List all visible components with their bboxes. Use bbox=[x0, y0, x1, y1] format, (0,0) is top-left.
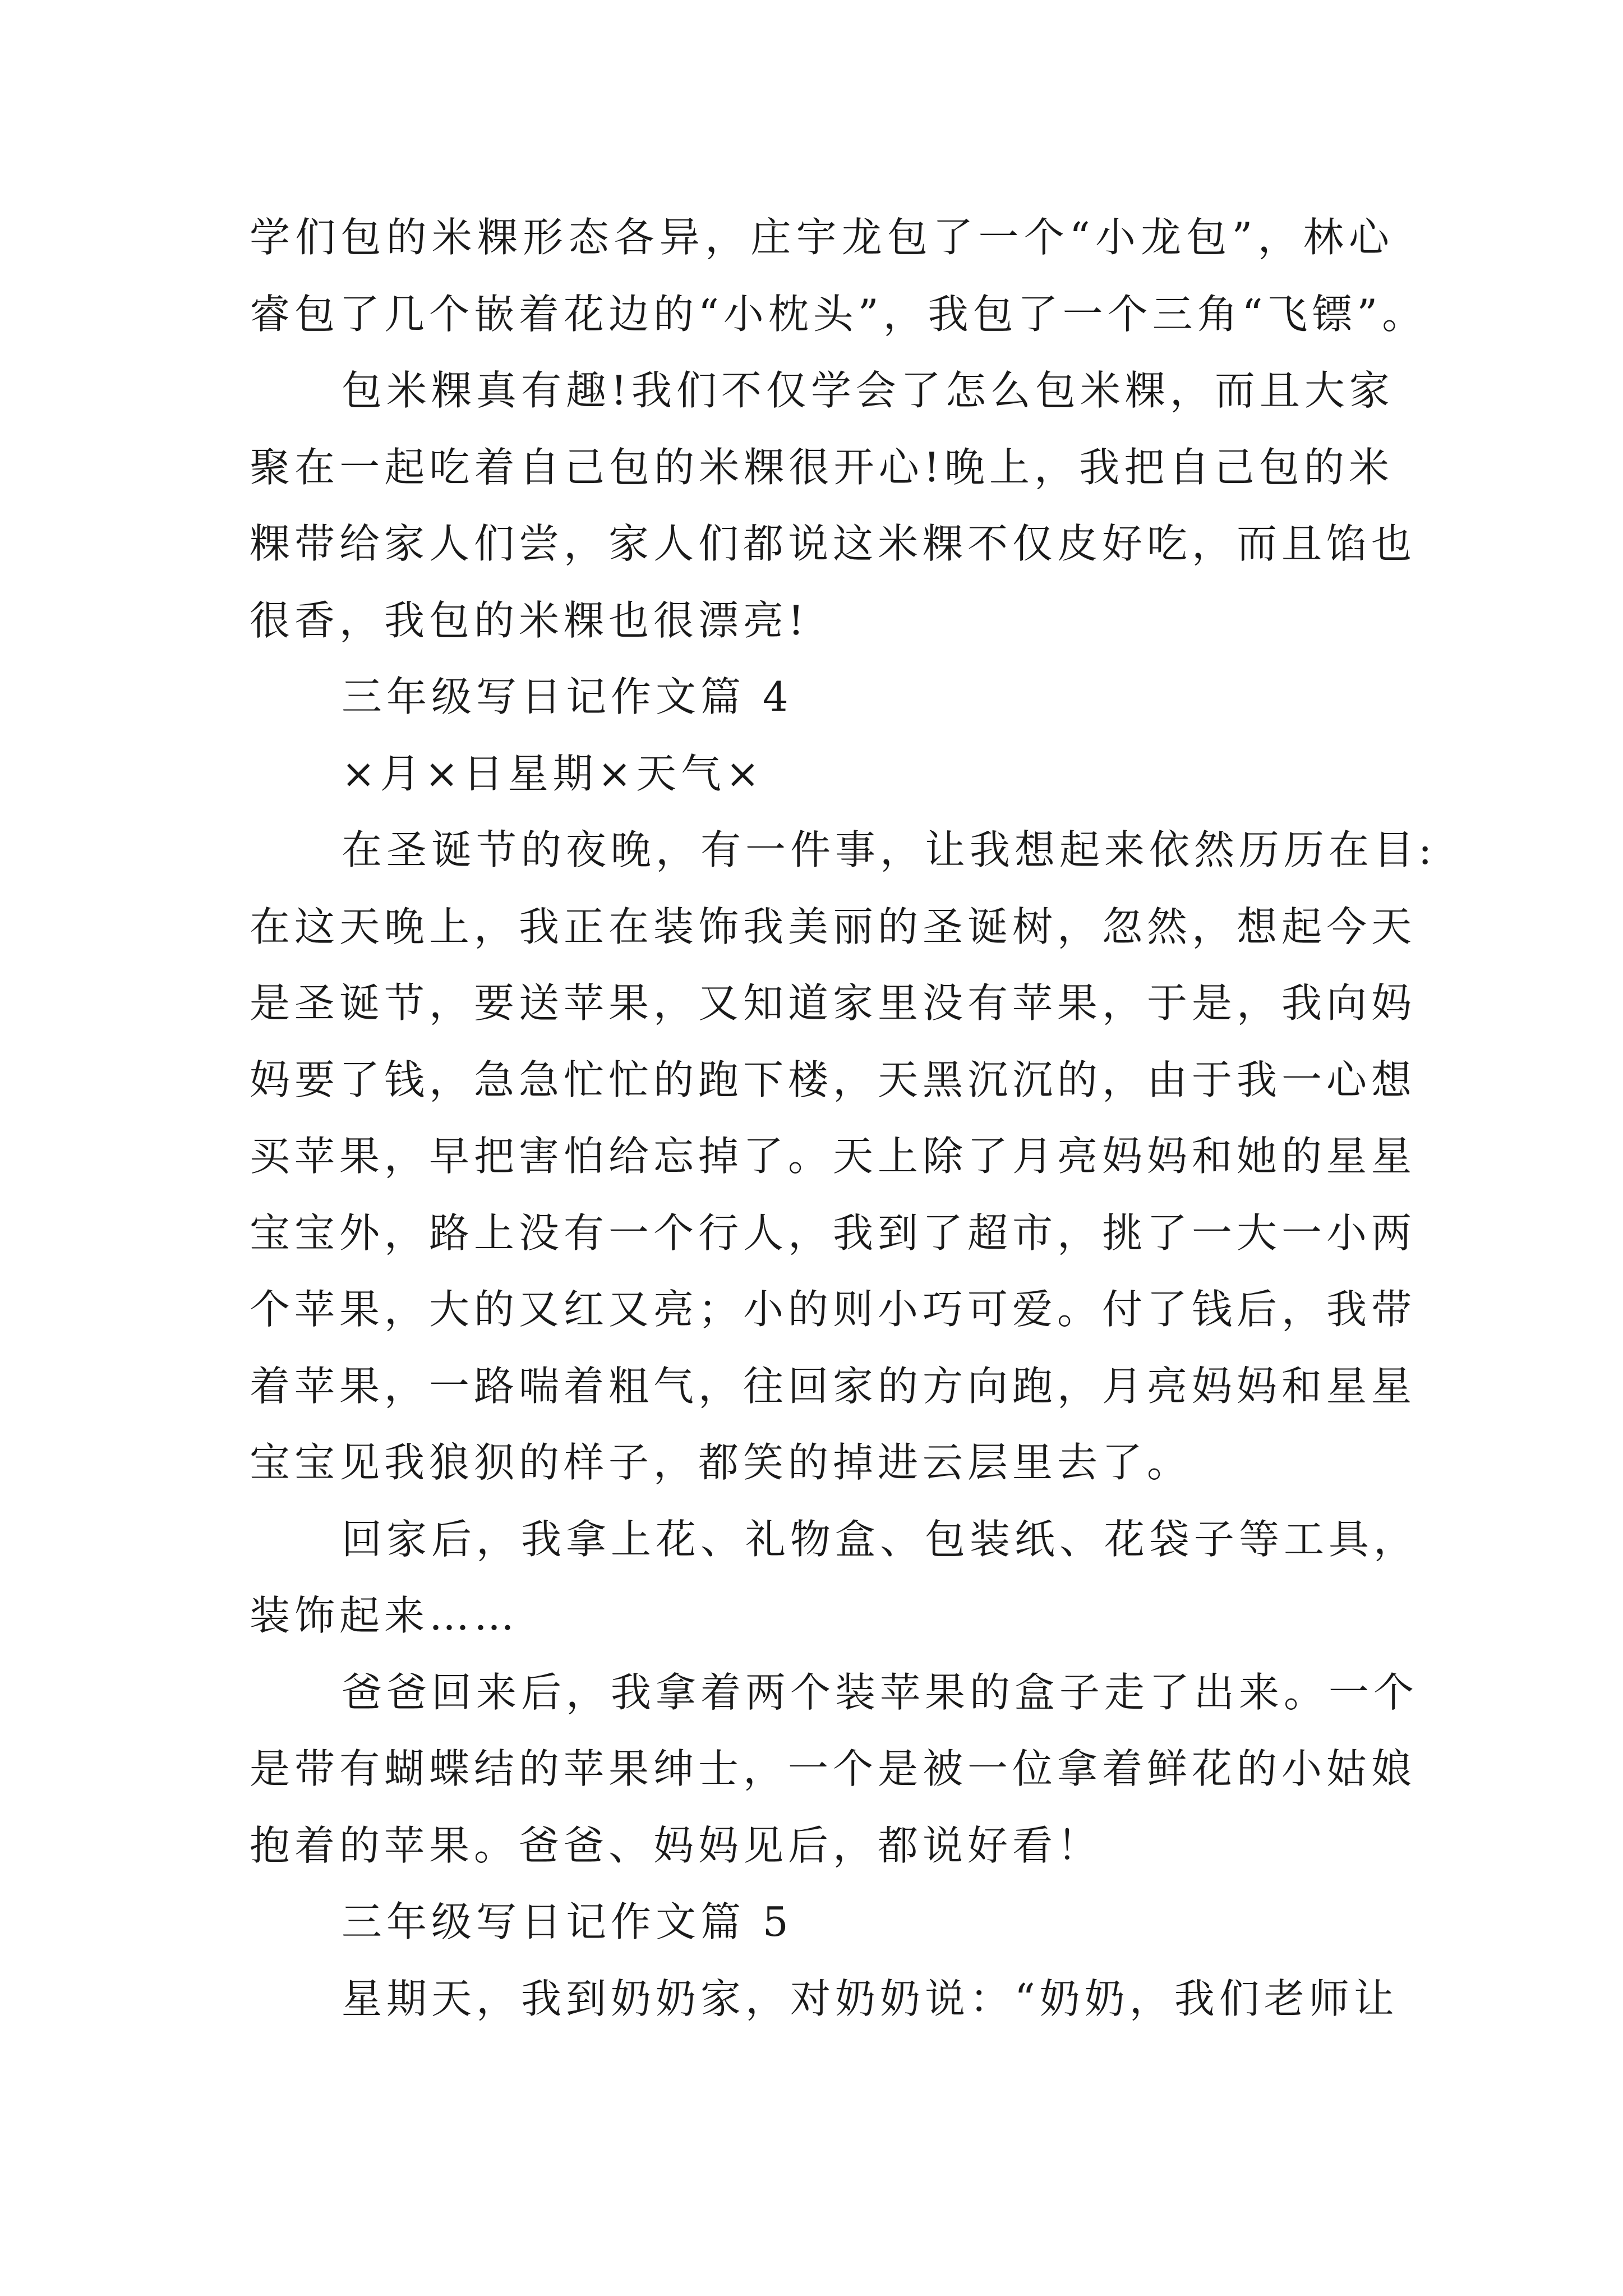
text-line: 买苹果，早把害怕给忘掉了。天上除了月亮妈妈和她的星星 bbox=[250, 1133, 1417, 1180]
text-line: 个苹果，大的又红又亮；小的则小巧可爱。付了钱后，我带 bbox=[250, 1286, 1417, 1333]
text-line: 是带有蝴蝶结的苹果绅士，一个是被一位拿着鲜花的小姑娘 bbox=[250, 1745, 1417, 1792]
text-line: 回家后，我拿上花、礼物盒、包装纸、花袋子等工具， bbox=[342, 1515, 1419, 1563]
text-line: 宝宝见我狼狈的样子，都笑的掉进云层里去了。 bbox=[250, 1439, 1192, 1486]
text-line: 学们包的米粿形态各异，庄宇龙包了一个“小龙包”，林心 bbox=[250, 214, 1394, 261]
text-line: 在这天晚上，我正在装饰我美丽的圣诞树，忽然，想起今天 bbox=[250, 903, 1417, 950]
text-line: 三年级写日记作文篇 5 bbox=[342, 1898, 793, 1945]
text-line: 睿包了几个嵌着花边的“小枕头”，我包了一个三角“飞镖”。 bbox=[250, 290, 1427, 338]
text-line: 装饰起来…… bbox=[250, 1592, 519, 1639]
body-text bbox=[250, 199, 1437, 2037]
text-line: 妈要了钱，急急忙忙的跑下楼，天黑沉沉的，由于我一心想 bbox=[250, 1056, 1417, 1103]
text-line: 包米粿真有趣!我们不仅学会了怎么包米粿，而且大家 bbox=[342, 367, 1394, 414]
text-line: ×月×日星期×天气× bbox=[342, 749, 764, 797]
text-line: 粿带给家人们尝，家人们都说这米粿不仅皮好吃，而且馅也 bbox=[250, 520, 1417, 567]
text-line: 爸爸回来后，我拿着两个装苹果的盒子走了出来。一个 bbox=[342, 1668, 1419, 1716]
text-line: 聚在一起吃着自己包的米粿很开心!晚上，我把自己包的米 bbox=[250, 443, 1394, 491]
text-line: 星期天，我到奶奶家，对奶奶说：“奶奶，我们老师让 bbox=[342, 1975, 1399, 2022]
text-line: 是圣诞节，要送苹果，又知道家里没有苹果，于是，我向妈 bbox=[250, 979, 1417, 1027]
text-line: 抱着的苹果。爸爸、妈妈见后，都说好看！ bbox=[250, 1821, 1103, 1869]
text-line: 宝宝外，路上没有一个行人，我到了超市，挑了一大一小两 bbox=[250, 1209, 1417, 1257]
text-line: 在圣诞节的夜晚，有一件事，让我想起来依然历历在目: bbox=[342, 826, 1437, 873]
text-line: 很香，我包的米粿也很漂亮! bbox=[250, 596, 809, 644]
text-line: 三年级写日记作文篇 4 bbox=[342, 673, 793, 720]
text-line: 着苹果，一路喘着粗气，往回家的方向跑，月亮妈妈和星星 bbox=[250, 1362, 1417, 1410]
